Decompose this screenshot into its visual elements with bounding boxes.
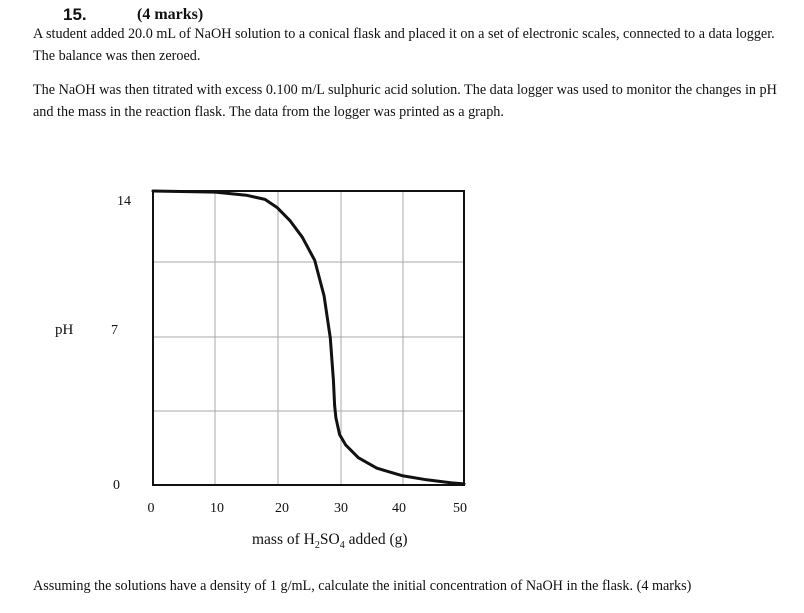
question-paragraph-2: The NaOH was then titrated with excess 0.100 m/L sulphuric acid solution. The data logger was used to monitor the changes in pH and the mass in the reaction flask. The data from the logger was printed as a graph. bbox=[33, 82, 777, 120]
x-tick-label: 20 bbox=[275, 501, 289, 516]
question-marks: (4 marks) bbox=[137, 6, 204, 23]
y-axis-label: pH bbox=[55, 322, 74, 338]
question-paragraph-1: A student added 20.0 mL of NaOH solution to a conical flask and placed it on a set of electronic scales, connected to a data logger. The balance was then zeroed. bbox=[33, 26, 775, 64]
x-tick-label: 30 bbox=[334, 501, 348, 516]
y-tick-label: 7 bbox=[111, 323, 118, 338]
y-tick-label: 14 bbox=[117, 194, 131, 209]
x-tick-label: 0 bbox=[147, 501, 155, 516]
y-tick-label: 0 bbox=[113, 478, 120, 493]
plot-frame bbox=[153, 191, 464, 485]
x-axis-label: mass of $H_2SO_4$ added (g) bbox=[252, 531, 408, 552]
question-number: 15. bbox=[63, 5, 87, 24]
question-final-prompt: Assuming the solutions have a density of 1 g/mL, calculate the initial concentration of NaOH in the flask. (4 marks) bbox=[33, 578, 692, 594]
x-tick-label: 50 bbox=[453, 501, 467, 516]
x-tick-label: 40 bbox=[392, 501, 406, 516]
x-tick-label: 10 bbox=[210, 501, 224, 516]
